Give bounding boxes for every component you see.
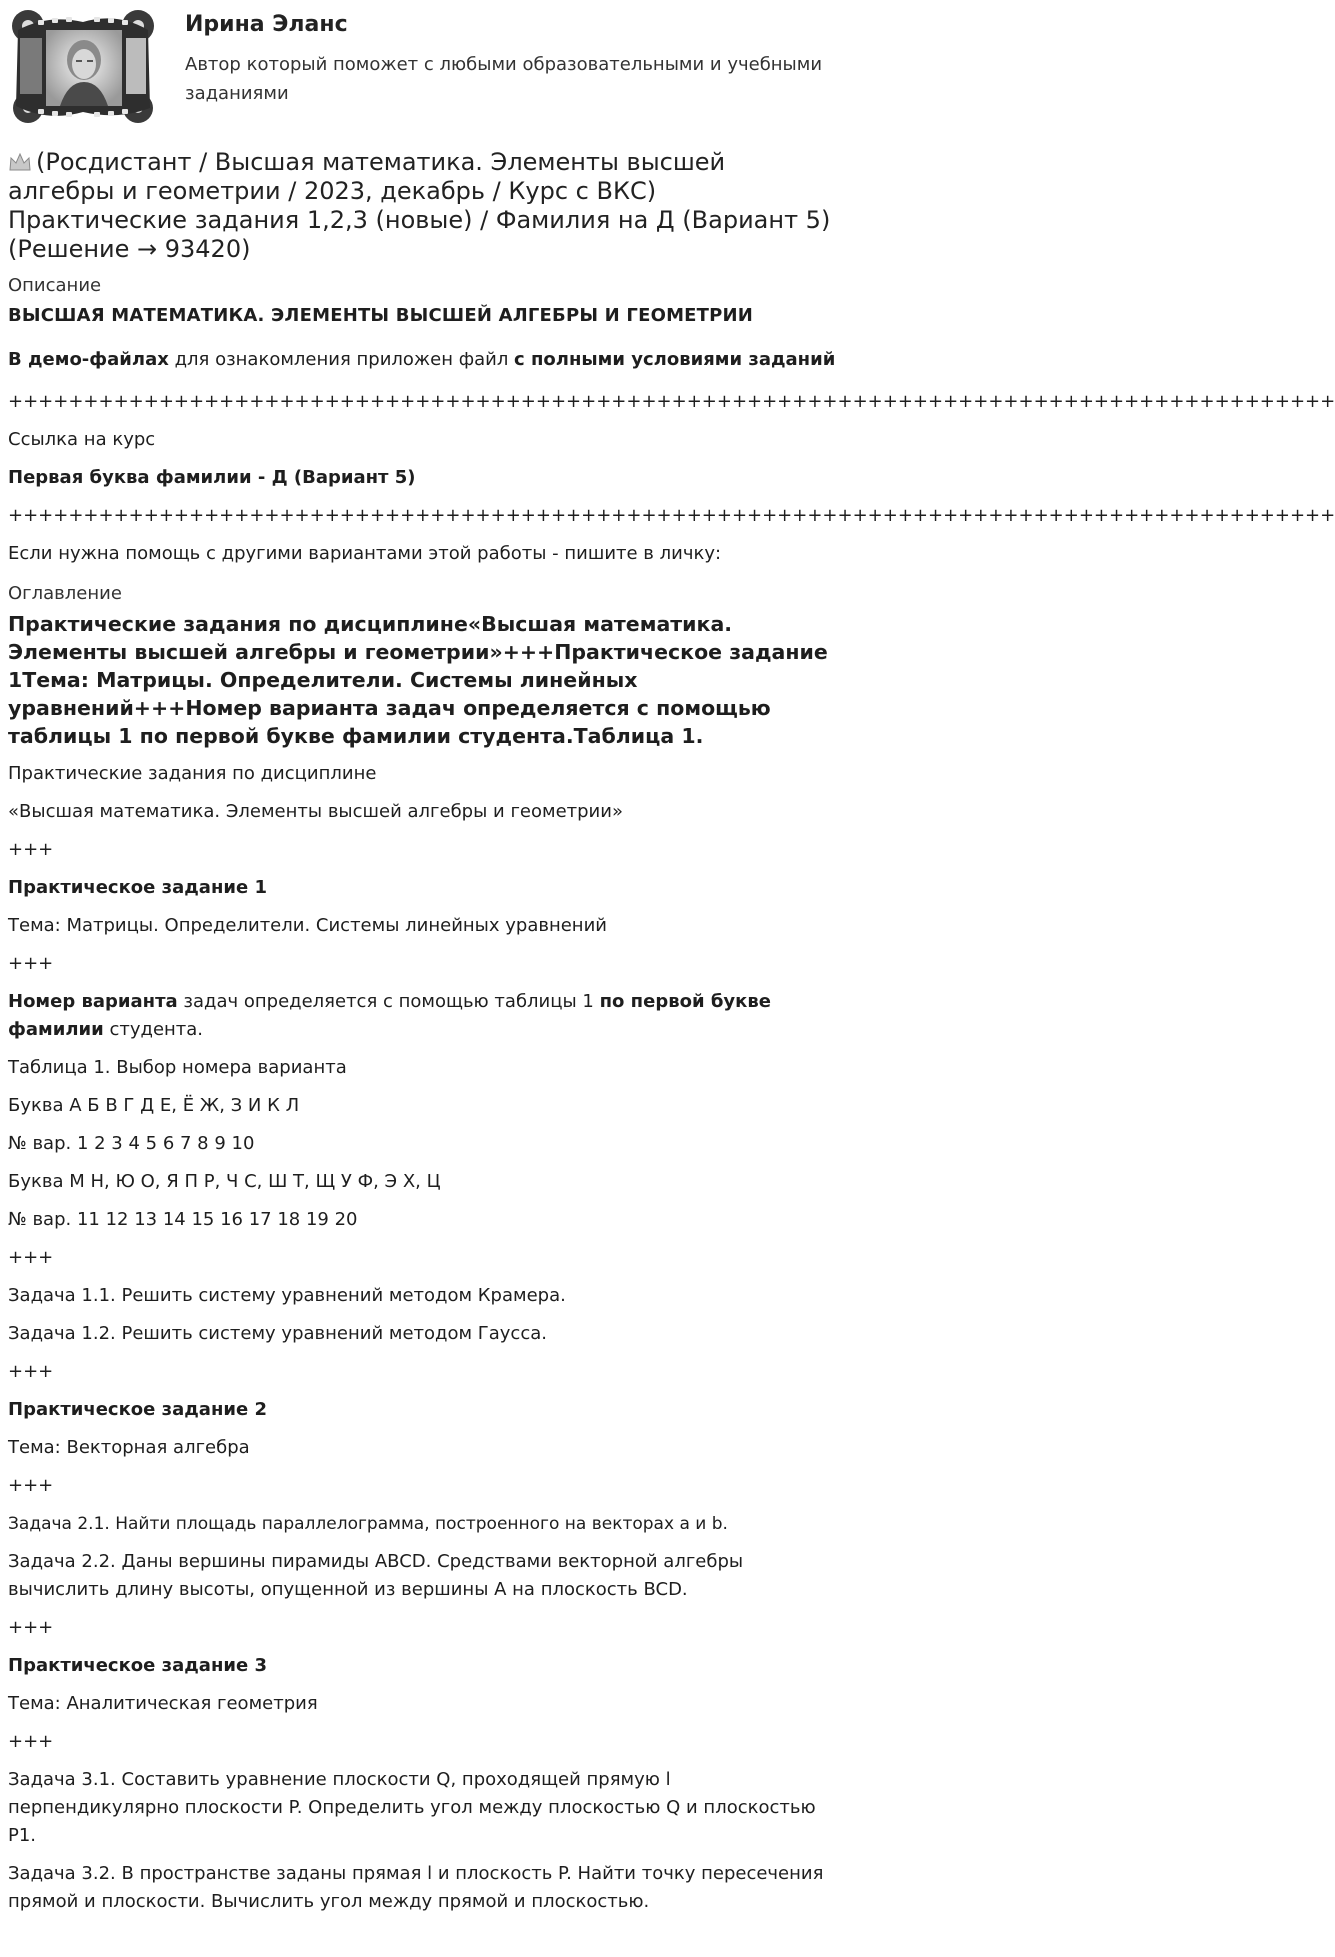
demo-files-note — [8, 346, 846, 374]
task-1-1: Задача 1.1. Решить систему уравнений методом Крамера. — [8, 1285, 566, 1306]
variant-line-text: Первая буква фамилии - Д (Вариант 5) — [8, 467, 416, 488]
variant-bold-2: по первой букве фамилии — [8, 991, 771, 1040]
help-line: Если нужна помощь с другими вариантами этой работы - пишите в личку: — [8, 543, 722, 564]
task2-title — [8, 1396, 846, 1424]
separator: +++ — [8, 1617, 54, 1638]
task2-topic: Тема: Векторная алгебра — [8, 1437, 250, 1458]
task1-topic: Тема: Матрицы. Определители. Системы линейных уравнений — [8, 915, 607, 936]
table-row: № вар. 11 12 13 14 15 16 17 18 19 20 — [8, 1209, 358, 1230]
description-heading: ВЫСШАЯ МАТЕМАТИКА. ЭЛЕМЕНТЫ ВЫСШЕЙ АЛГЕБРЫ И ГЕОМЕТРИИ — [8, 305, 754, 326]
listing-title-text: (Росдистант / Высшая математика. Элементы высшей алгебры и геометрии / 2023, декабрь / Курс с ВКС) Практические задания 1,2,3 (новые) / Фамилия на Д (Вариант 5) (Решение → 93420) — [8, 148, 831, 263]
separator-line: ++++++++++++++++++++++++++++++++++++++++++++++++++++++++++++++++++++++++++++++++++++++++ — [8, 391, 1335, 412]
separator: +++ — [8, 839, 54, 860]
task-1-2: Задача 1.2. Решить систему уравнений методом Гаусса. — [8, 1323, 547, 1344]
intro-line-2: «Высшая математика. Элементы высшей алгебры и геометрии» — [8, 801, 623, 822]
course-link[interactable]: Ссылка на курс — [8, 429, 156, 450]
separator: +++ — [8, 1361, 54, 1382]
variant-line — [8, 464, 846, 492]
table-row: Буква М Н, Ю О, Я П Р, Ч С, Ш Т, Щ У Ф, Э Х, Ц — [8, 1171, 441, 1192]
variant-text-1: задач определяется с помощью таблицы 1 — [177, 991, 600, 1012]
separator: +++ — [8, 1247, 54, 1268]
task3-title-text: Практическое задание 3 — [8, 1655, 267, 1676]
author-name[interactable]: Ирина Эланс — [185, 12, 348, 37]
avatar[interactable] — [8, 8, 168, 128]
task1-title — [8, 874, 846, 902]
task-2-1: Задача 2.1. Найти площадь параллелограмма, построенного на векторах a и b. — [8, 1514, 728, 1534]
separator: +++ — [8, 1731, 54, 1752]
demo-bold-1: В демо-файлах — [8, 349, 169, 370]
toc-label: Оглавление — [8, 583, 122, 604]
demo-bold-2: с полными условиями заданий — [514, 349, 836, 370]
task2-title-text: Практическое задание 2 — [8, 1399, 267, 1420]
intro-line-1: Практические задания по дисциплине — [8, 763, 377, 784]
table-caption: Таблица 1. Выбор номера варианта — [8, 1057, 347, 1078]
table-row: Буква А Б В Г Д Е, Ё Ж, З И К Л — [8, 1095, 300, 1116]
description-label: Описание — [8, 275, 102, 296]
demo-text: для ознакомления приложен файл — [168, 349, 515, 370]
separator: +++ — [8, 1475, 54, 1496]
task-2-2: Задача 2.2. Даны вершины пирамиды ABCD. Средствами векторной алгебры вычислить длину высоты, опущенной из вершины А на плоскость BCD. — [8, 1551, 744, 1600]
task-3-1: Задача 3.1. Составить уравнение плоскости Q, проходящей прямую l перпендикулярно плоскости P. Определить угол между плоскостью Q и плоскостью P1. — [8, 1769, 816, 1846]
task3-title — [8, 1652, 846, 1680]
task1-title-text: Практическое задание 1 — [8, 877, 267, 898]
variant-bold-1: Номер варианта — [8, 991, 178, 1012]
crown-icon — [8, 152, 32, 172]
author-card — [0, 0, 847, 130]
author-description: Автор который поможет с любыми образовательными и учебными заданиями — [185, 54, 823, 104]
description-section — [8, 272, 1335, 1926]
table-row: № вар. 1 2 3 4 5 6 7 8 9 10 — [8, 1133, 255, 1154]
variant-text-2: студента. — [103, 1019, 204, 1040]
film-frame-icon — [8, 8, 158, 126]
listing-title — [8, 148, 838, 264]
toc-title: Практические задания по дисциплине«Высшая математика. Элементы высшей алгебры и геометрии»+++Практическое задание 1Тема: Матрицы. Определители. Системы линейных уравнений+++Номер варианта задач определяется с помощью таблицы 1 по первой букве фамилии студента.Таблица 1. — [8, 612, 828, 748]
separator: +++ — [8, 953, 54, 974]
task-3-2: Задача 3.2. В пространстве заданы прямая l и плоскость P. Найти точку пересечения прямой и плоскости. Вычислить угол между прямой и плоскостью. — [8, 1863, 824, 1912]
variant-note — [8, 988, 846, 1044]
separator-line: ++++++++++++++++++++++++++++++++++++++++++++++++++++++++++++++++++++++++++++++++++++++++ — [8, 505, 1335, 526]
task3-topic: Тема: Аналитическая геометрия — [8, 1693, 318, 1714]
